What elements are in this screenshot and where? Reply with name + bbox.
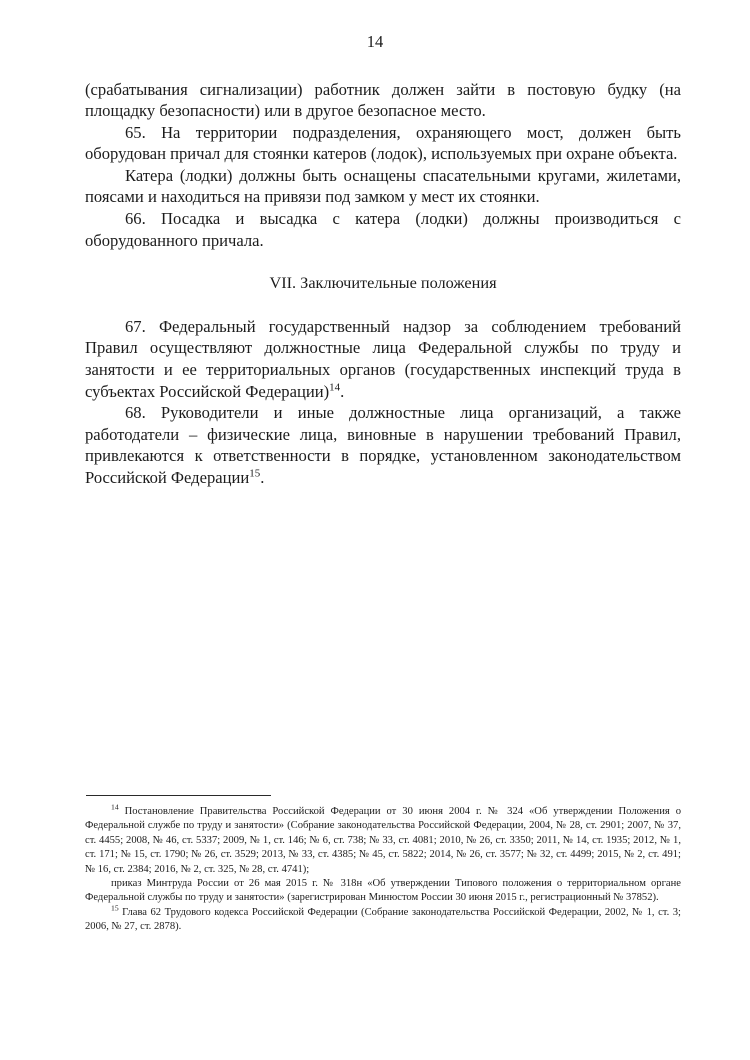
footnote-14b-text: приказ Минтруда России от 26 мая 2015 г. № 318н «Об утверждении Типового положения о территориальном органе Федеральной службы по труду и занятости» (зарегистрирован Минюстом России 30 июня 2015 г., регистрационный № 37852).: [85, 878, 681, 904]
paragraph-continued: (срабатывания сигнализации) работник должен зайти в постовую будку (на площадку безопасности) или в другое безопасное место.: [85, 79, 681, 121]
paragraph-65: 65. На территории подразделения, охраняющего мост, должен быть оборудован причал для стоянки катеров (лодок), используемых при охране объекта.: [85, 122, 681, 164]
spacer-after-heading: [85, 294, 681, 316]
footnote-15: [85, 903, 681, 935]
paragraph-68: [85, 402, 681, 488]
page-number: 14: [366, 32, 384, 51]
footnote-15-text: Глава 62 Трудового кодекса Российской Федерации (Собрание законодательства Российской Федерации, 2002, № 1, ст. 3; 2006, № 27, ст. 2878).: [85, 906, 681, 933]
footnotes-section: [0, 795, 750, 935]
paragraph-65-boats: Катера (лодки) должны быть оснащены спасательными кругами, жилетами, поясами и находиться на привязи под замком у мест их стоянки.: [85, 165, 681, 207]
paragraph-67-tail: .: [340, 381, 345, 401]
footnote-14-text: Постановление Правительства Российской Федерации от 30 июня 2004 г. № 324 «Об утверждении Положения о Федеральной службе по труду и занятости» (Собрание законодательства Российской Федерации, 2004, № 28, ст. 2901; 2007, № 37, ст. 4455; 2008, № 46, ст. 5337; 2009, № 1, ст. 146; № 6, ст. 738; № 33, ст. 4081; 2010, № 26, ст. 3350; 2011, № 14, ст. 1935; 2012, № 1, ст. 171; № 15, ст. 1790; № 26, ст. 3529; 2013, № 33, ст. 4385; № 45, ст. 5822; 2014, № 26, ст. 3577; № 32, ст. 4499; 2015, № 2, ст. 491; № 16, ст. 2384; 2016, № 2, ст. 325, № 28, ст. 4741);: [85, 806, 681, 875]
paragraph-68-text: 68. Руководители и иные должностные лица организаций, а также работодатели – физические лица, виновные в нарушении требований Правил, привлекаются к ответственности в порядке, установленном законодательством Российской Федерации: [85, 403, 681, 487]
document-body: [0, 79, 750, 489]
footnote-14-marker: 14: [111, 802, 119, 812]
footnote-14: [85, 802, 681, 877]
paragraph-66: 66. Посадка и высадка с катера (лодки) должны производиться с оборудованного причала.: [85, 209, 681, 250]
footnote-15-marker: 15: [111, 903, 119, 913]
footnote-14-continued: [85, 877, 681, 906]
footnote-ref-14: 14: [329, 381, 341, 394]
spacer-before-heading: [85, 251, 681, 272]
paragraph-67-text: 67. Федеральный государственный надзор за соблюдением требований Правил осуществляют должностные лица Федеральной службы по труду и занятости и ее территориальных органов (государственных инспекций труда в субъектах Российской Федерации): [85, 316, 681, 401]
paragraph-67: [85, 316, 681, 402]
section-heading-vii: VII. Заключительные положения: [269, 273, 497, 293]
footnote-ref-15: 15: [249, 467, 261, 480]
footnote-separator-rule: [86, 795, 271, 796]
paragraph-68-tail: .: [260, 468, 265, 487]
